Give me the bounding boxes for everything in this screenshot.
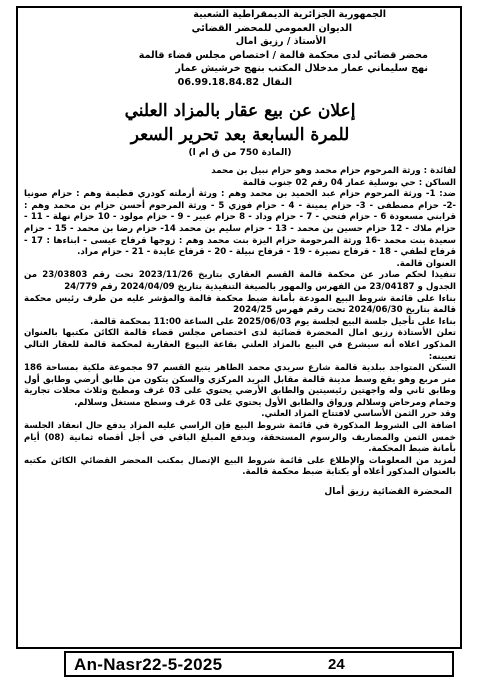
conditions-paragraph: بناءا على قائمة شروط البيع المودعة بأمانة ضبط محكمة قالمة والمؤشر عليه من طرف رئيس محكمة قالمة بتاريخ 2024/06/30 تحت رقم فهرس 2024/25	[24, 293, 456, 316]
announcement-body	[24, 166, 456, 497]
contact-paragraph: لمزيد من المعلومات والإطلاع على قائمة شروط البيع الإتصال بمكتب المحضر القضائي الكائن مكتبه بالعنوان المذكور أعلاه أو بكتابة ضبط محكمة قالمة.	[24, 455, 456, 478]
announcement-title	[24, 99, 456, 147]
hearing-paragraph: بناءا على تأجيل جلسة البيع لجلسة يوم 2025/06/03 على الساعة 11:00 بمحكمة قالمة.	[90, 316, 456, 327]
header-line-address: نهج سليماني عمار مدخلال المكتب بنهج خرشيش عمار	[175, 63, 428, 74]
defendants-address: العنوان قالمة.	[396, 258, 456, 269]
title-line-2: للمرة السابعة بعد تحرير السعر	[130, 125, 350, 145]
page-number: 24	[328, 656, 345, 673]
header-line-name: الأستاذ / رزيق امال	[235, 36, 326, 47]
judgment-paragraph: تنفيذا لحكم صادر عن محكمة قالمة القسم العقاري بتاريخ 2023/11/26 تحت رقم 23/03803 من الجدول و 23/04187 من الفهرس والمهور بالصيغة التنفيذية بتاريخ 2024/04/09 رقم 24/779	[24, 270, 456, 292]
office-header	[24, 8, 456, 89]
title-line-1: إعلان عن بيع عقار بالمزاد العلني	[124, 101, 356, 121]
defendants-paragraph: ضد: 1- ورثة المرحوم حزام عبد الحميد بن محمد وهم : ورثة أرملته كودري فطيمة وهم : حزام صونيا -2- حزام مصطفى - 3- حزام يمينة - 4 - حزام فوزي 5 - ورثة المرحوم أحسن حزام بن محمد وهم : قرابني مسعودة 6 - حزام فتحي - 7 - حزام وداد - 8 حزام عبير - 9 - حزام مولود - 10 حزام نهلة - 11 - حزام ملاك - 12 حزام حسين بن محمد - 13 - حزام سليم بن محمد 14- حزام رضا بن محمد - 15 - حزام سعيدة بنت محمد -16 ورثة المرحومة حزام اليزة بنت محمد وهم : زوجها قرفاح عيسى - ابناءها : 17 - قرفاح لطفي - 18 - قرفاح نصيرة - 19 - قرفاح نبيلة - 20 - قرفاح عايدة - 21 - حزام مراد.	[24, 189, 457, 258]
page-footer	[64, 651, 454, 677]
signature: المحضرة القضائية رزيق أمال	[324, 487, 452, 498]
payment-terms-paragraph: اضافة الى الشروط المذكورة في قائمة شروط البيع فإن الراسي عليه المزاد يدفع حال انعقاد الجلسة خمس الثمن والمصاريف والرسوم المستحقة، ويدفع المبلغ الباقي في أجل أقصاه ثمانية (08) أيام بأمانة ضبط المحكمة.	[24, 421, 456, 455]
publication-name-date: An-Nasr22-5-2025	[74, 655, 223, 674]
price-paragraph: وقد حرر الثمن الأساسي لافتتاح المزاد العلني.	[261, 409, 456, 420]
property-description: السكن المتواجد ببلدية قالمة شارع سريدي محمد الطاهر يتبع القسم 97 مجموعة ملكية بمساحة 186 متر مربع وهو يقع وسط مدينة قالمة مقابل البريد المركزي والسكن يتكون من طابق أرضي وطابق أول وطابق ثاني وله واجهتين رئيسيتين والطابق الأرضي يحتوي على 03 غرف ومطبخ وثلاث محلات تجارية وحمام ومرحاض وسلالم ورواق والطابق الأول يحتوي على 03 غرف وسطح مستغل وسلالم.	[24, 363, 456, 408]
header-line-republic: الجمهورية الجزائرية الديمقراطية الشعبية	[193, 9, 386, 20]
notice-paragraph: تعلن الأستاذة رزيق امال المحضرة قضائية لدى اختصاص مجلس قضاء قالمة الكائن مكتبها بالعنوان المذكور اعلاه أنه سيشرع في البيع بالمزاد العلني بقاعة البيوع العقارية لمحكمة قالمة للعقار التالي تعيينه:	[24, 328, 456, 362]
beneficiary-address: الساكن : حي بوسلية عمار 04 رقم 02 جنوب قالمة	[242, 177, 456, 188]
header-line-jurisdiction: محضر قضائي لدى محكمة قالمة / اختصاص مجلس قضاء قالمة	[138, 49, 428, 61]
legal-article-reference: (المادة 750 من ق ام ا)	[188, 148, 292, 158]
header-line-office: الديوان العمومي للمحضر القضائي	[191, 22, 352, 34]
announcement-content	[24, 8, 456, 497]
beneficiary-paragraph: لفائدة : ورثة المرحوم حزام محمد وهو حزام نبيل بن محمد	[211, 166, 456, 176]
header-line-phone: النقال 06.99.18.84.82	[177, 76, 292, 88]
